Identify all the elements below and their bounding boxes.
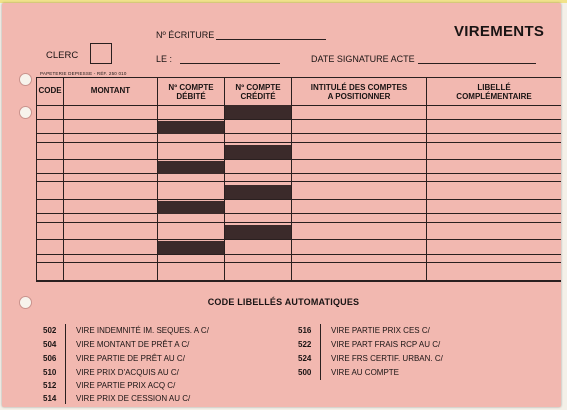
col-line-4 [291,77,292,282]
date-signature-label: DATE SIGNATURE ACTE [311,54,415,64]
binder-hole-upper [19,106,32,119]
code-label: VIRE PRIX D'ACQUIS AU C/ [76,368,179,377]
col-header-debite-line1: Nº COMPTE [168,83,214,92]
le-label: LE : [156,54,173,64]
code-label: VIRE FRS CERTIF. URBAN. C/ [331,354,443,363]
col-header-credite [225,83,291,101]
col-header-libelle-line1: LIBELLÉ [477,83,511,92]
codes-left-separator [65,324,66,404]
date-signature-field-line[interactable] [418,63,536,64]
table-top-line [36,77,561,78]
row-line [36,239,561,240]
debit-shade [158,241,224,254]
entries-table [36,77,561,282]
col-header-debite [158,83,224,101]
col-header-code-text: CODE [38,86,62,95]
col-header-libelle [427,83,561,101]
row-line [36,262,561,263]
code-number: 514 [43,394,57,403]
row-line [36,254,561,255]
col-header-intitule-line2: A POSITIONNER [327,92,391,101]
row-line [36,133,561,134]
debit-shade [158,201,224,214]
code-number: 516 [298,326,312,335]
col-line-1 [63,77,64,282]
ecriture-label: Nº ÉCRITURE [156,30,215,40]
row-line [36,181,561,182]
table-header-line [36,105,561,106]
credit-shade [225,185,291,199]
debit-shade [158,161,224,174]
le-field-line[interactable] [180,63,280,64]
row-line [36,222,561,223]
code-label: VIRE PRIX DE CESSION AU C/ [76,394,191,403]
col-header-debite-line2: DÉBITÉ [176,92,206,101]
credit-shade [225,145,291,159]
row-line [36,213,561,214]
col-header-montant [64,86,157,95]
code-label: VIRE PARTIE PRIX CES C/ [331,326,430,335]
code-label: VIRE INDEMNITÉ IM. SEQUES. A C/ [76,326,209,335]
form-title: VIREMENTS [454,23,545,40]
binder-hole-top [19,73,32,86]
col-header-intitule [292,83,426,101]
clerc-box[interactable] [90,43,112,64]
code-number: 522 [298,340,312,349]
credit-shade [225,105,291,119]
code-label: VIRE MONTANT DE PRÊT A C/ [76,340,190,349]
col-header-intitule-line1: INTITULÉ DES COMPTES [310,83,408,92]
table-bottom-line [36,280,561,282]
col-header-montant-text: MONTANT [90,86,131,95]
code-number: 506 [43,354,57,363]
credit-shade [225,225,291,239]
code-label: VIRE PARTIE PRIX ACQ C/ [76,381,176,390]
row-line [36,199,561,200]
code-number: 500 [298,368,312,377]
row-line [36,119,561,120]
code-number: 504 [43,340,57,349]
col-line-5 [426,77,427,282]
code-number: 524 [298,354,312,363]
printer-reference: PAPETERIE DEPIESSE - RÉF. 250 010 [40,71,127,76]
col-header-credite-line1: Nº COMPTE [235,83,281,92]
clerc-label: CLERC [46,50,79,61]
codes-title: CODE LIBELLÉS AUTOMATIQUES [207,297,360,307]
col-header-code [36,86,64,95]
col-header-libelle-line2: COMPLÉMENTAIRE [456,92,532,101]
col-line-0 [36,77,37,282]
code-number: 510 [43,368,57,377]
code-label: VIRE PARTIE DE PRÊT AU C/ [76,354,185,363]
debit-shade [158,121,224,134]
code-number: 502 [43,326,57,335]
code-number: 512 [43,381,57,390]
row-line [36,173,561,174]
codes-right-separator [320,324,321,380]
row-line [36,142,561,143]
code-label: VIRE AU COMPTE [331,368,400,377]
virement-form [2,3,561,407]
code-label: VIRE PART FRAIS RCP AU C/ [331,340,441,349]
row-line [36,159,561,160]
col-header-credite-line2: CRÉDITÉ [240,92,276,101]
ecriture-field-line[interactable] [216,39,326,40]
